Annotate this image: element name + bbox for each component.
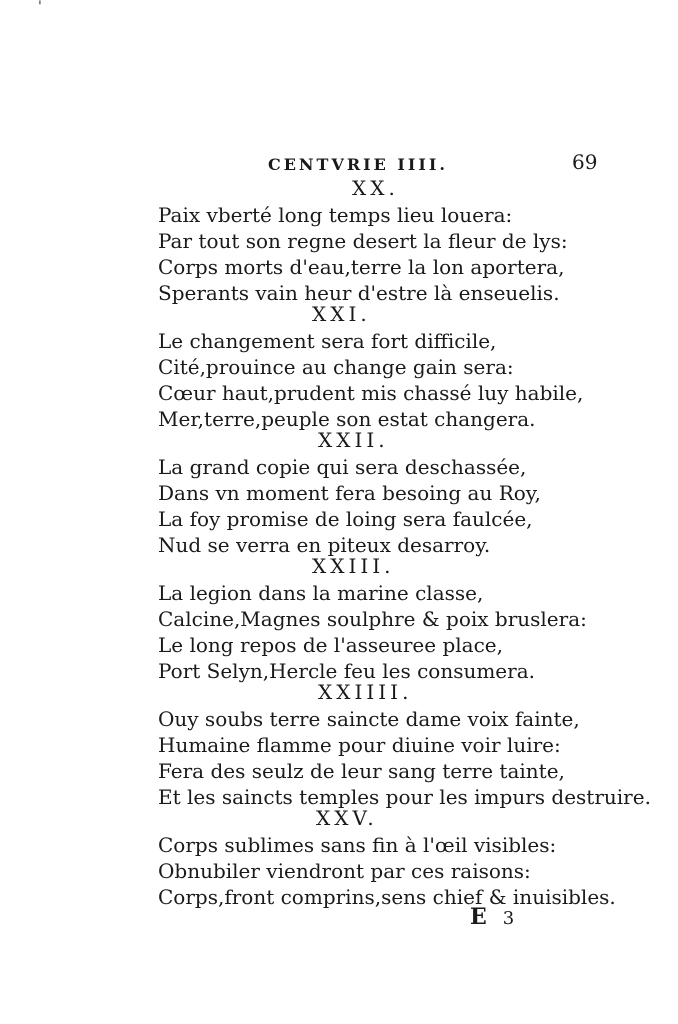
verse-line: Mer,terre,peuple son estat changera. (158, 407, 536, 431)
signature-letter: E (470, 904, 487, 930)
running-title: CENTVRIE IIII. (268, 155, 448, 174)
verse-line: Obnubiler viendront par ces raisons: (158, 859, 531, 883)
verse-line: Paix vberté long temps lieu louera: (158, 203, 513, 227)
verse-line: La grand copie qui sera deschassée, (158, 455, 527, 479)
verse-line: Corps sublimes sans fin à l'œil visibles: (158, 833, 557, 857)
quatrain-numeral: XXIIII. (318, 680, 413, 704)
verse-line: Corps morts d'eau,terre la lon aportera, (158, 255, 565, 279)
verse-line: Corps,front comprins,sens chief & inuisibles. (158, 885, 616, 909)
page-number: 69 (572, 150, 598, 174)
verse-line: Port Selyn,Hercle feu les consumera. (158, 659, 535, 683)
signature-mark (470, 904, 514, 930)
verse-line: Fera des seulz de leur sang terre tainte, (158, 759, 565, 783)
verse-line: Ouy soubs terre saincte dame voix fainte, (158, 707, 580, 731)
quatrain-numeral: XXV. (316, 806, 378, 830)
quatrain-numeral: XXI. (312, 302, 371, 326)
verse-line: Le changement sera fort difficile, (158, 329, 497, 353)
verse-line: Dans vn moment fera besoing au Roy, (158, 481, 541, 505)
verse-line: Sperants vain heur d'estre là enseuelis. (158, 281, 560, 305)
verse-line: Le long repos de l'asseuree place, (158, 633, 503, 657)
corner-mark: ' (38, 0, 42, 15)
verse-line: Calcine,Magnes soulphre & poix bruslera: (158, 607, 587, 631)
verse-line: Et les saincts temples pour les impurs destruire. (158, 785, 651, 809)
verse-line: Humaine flamme pour diuine voir luire: (158, 733, 561, 757)
verse-line: La foy promise de loing sera faulcée, (158, 507, 533, 531)
verse-line: Par tout son regne desert la fleur de lys: (158, 229, 568, 253)
quatrain-numeral: XX. (352, 176, 399, 200)
verse-line: Nud se verra en piteux desarroy. (158, 533, 491, 557)
quatrain-numeral: XXII. (318, 428, 389, 452)
verse-line: La legion dans la marine classe, (158, 581, 484, 605)
verse-line: Cœur haut,prudent mis chassé luy habile, (158, 381, 584, 405)
signature-number: 3 (502, 908, 515, 929)
verse-line: Cité,prouince au change gain sera: (158, 355, 514, 379)
quatrain-numeral: XXIII. (312, 554, 395, 578)
